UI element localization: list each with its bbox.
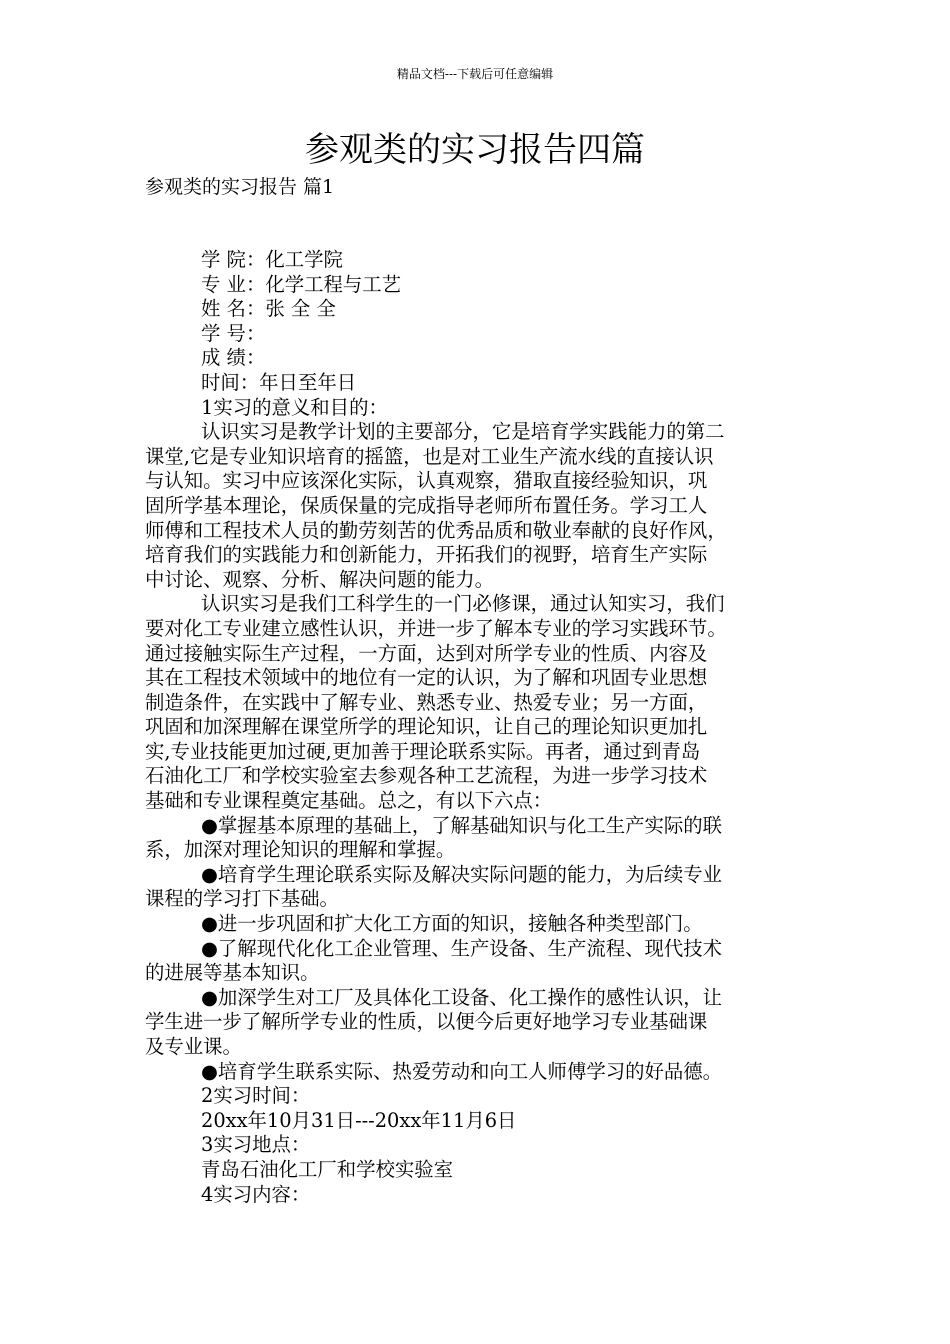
bullet-line: ●了解现代化化工企业管理、生产设备、生产流程、现代技术: [201, 936, 723, 960]
bullet-item-2: [145, 863, 809, 912]
paragraph-line: 巩固和加深理解在课堂所学的理论知识，让自己的理论知识更加扎: [145, 715, 708, 739]
paragraph-line: 与认知。实习中应该深化实际，认真观察，猎取直接经验知识，巩: [145, 469, 708, 493]
bullet-line: ●培育学生联系实际、热爱劳动和向工人师傅学习的好品德。: [201, 1059, 723, 1083]
bullet-line: 的进展等基本知识。: [145, 961, 320, 985]
header-note: 精品文档---下载后可任意编辑: [396, 67, 554, 81]
section1-paragraph-1: [145, 420, 809, 592]
bullet-item-1: [145, 814, 809, 863]
paragraph-line: 其在工程技术领域中的地位有一定的认识，为了解和巩固专业思想: [145, 666, 708, 690]
bullet-line: 课程的学习打下基础。: [145, 887, 339, 911]
section3-heading: 3实习地点：: [201, 1133, 311, 1157]
info-time: 时间：年日至年日: [201, 370, 357, 394]
info-grade: 成 绩：: [201, 346, 266, 370]
info-major: 专 业：化学工程与工艺: [201, 272, 402, 296]
section3-value: 青岛石油化工厂和学校实验室: [201, 1157, 454, 1181]
paragraph-line: 固所学基本理论，保质保量的完成指导老师所布置任务。学习工人: [145, 493, 708, 517]
paragraph-line: 要对化工专业建立感性认识，并进一步了解本专业的学习实践环节。: [145, 616, 727, 640]
bullet-item-3: [145, 912, 809, 937]
document-title: 参观类的实习报告四篇: [305, 130, 645, 170]
paragraph-line: 课堂,它是专业知识培育的摇篮，也是对工业生产流水线的直接认识: [145, 444, 714, 468]
section1-heading: 1实习的意义和目的：: [201, 395, 388, 419]
bullet-item-6: [145, 1060, 809, 1085]
paragraph-line: 基础和专业课程奠定基础。总之，有以下六点：: [145, 789, 553, 813]
bullet-line: ●掌握基本原理的基础上，了解基础知识与化工生产实际的联: [201, 813, 723, 837]
report-subtitle: 参观类的实习报告 篇1: [145, 176, 335, 198]
bullet-line: 系，加深对理论知识的理解和掌握。: [145, 838, 456, 862]
section2-heading: 2实习时间：: [201, 1084, 311, 1108]
paragraph-line: 中讨论、观察、分析、解决问题的能力。: [145, 567, 495, 591]
bullet-item-4: [145, 937, 809, 986]
paragraph-line: 石油化工厂和学校实验室去参观各种工艺流程，为进一步学习技术: [145, 764, 708, 788]
paragraph-line: 实,专业技能更加过硬,更加善于理论联系实际。再者，通过到青岛: [145, 739, 701, 763]
paragraph-line: 制造条件，在实践中了解专业、熟悉专业、热爱专业；另一方面，: [145, 690, 708, 714]
paragraph-line: 通过接触实际生产过程，一方面，达到对所学专业的性质、内容及: [145, 641, 708, 665]
paragraph-line: 师傅和工程技术人员的勤劳刻苦的优秀品质和敬业奉献的良好作风，: [145, 518, 727, 542]
bullet-line: ●进一步巩固和扩大化工方面的知识，接触各种类型部门。: [201, 912, 703, 936]
section2-value: 20xx年10月31日---20xx年11月6日: [201, 1108, 517, 1132]
info-student-id: 学 号：: [201, 321, 266, 345]
document-body: [145, 248, 809, 1207]
bullet-item-5: [145, 986, 809, 1060]
bullet-line: ●加深学生对工厂及具体化工设备、化工操作的感性认识，让: [201, 985, 723, 1009]
bullet-line: 及专业课。: [145, 1035, 242, 1058]
info-college: 学 院：化工学院: [201, 248, 343, 271]
info-name: 姓 名：张 全 全: [201, 297, 336, 321]
paragraph-line: 认识实习是教学计划的主要部分，它是培育学实践能力的第二: [201, 420, 725, 444]
bullet-line: 学生进一步了解所学专业的性质，以便今后更好地学习专业基础课: [145, 1010, 708, 1034]
paragraph-line: 培育我们的实践能力和创新能力，开拓我们的视野，培育生产实际: [145, 543, 708, 567]
section4-heading: 4实习内容：: [201, 1182, 311, 1206]
paragraph-line: 认识实习是我们工科学生的一门必修课，通过认知实习，我们: [201, 592, 725, 616]
bullet-line: ●培育学生理论联系实际及解决实际问题的能力，为后续专业: [201, 862, 723, 886]
section1-paragraph-2: [145, 592, 809, 813]
